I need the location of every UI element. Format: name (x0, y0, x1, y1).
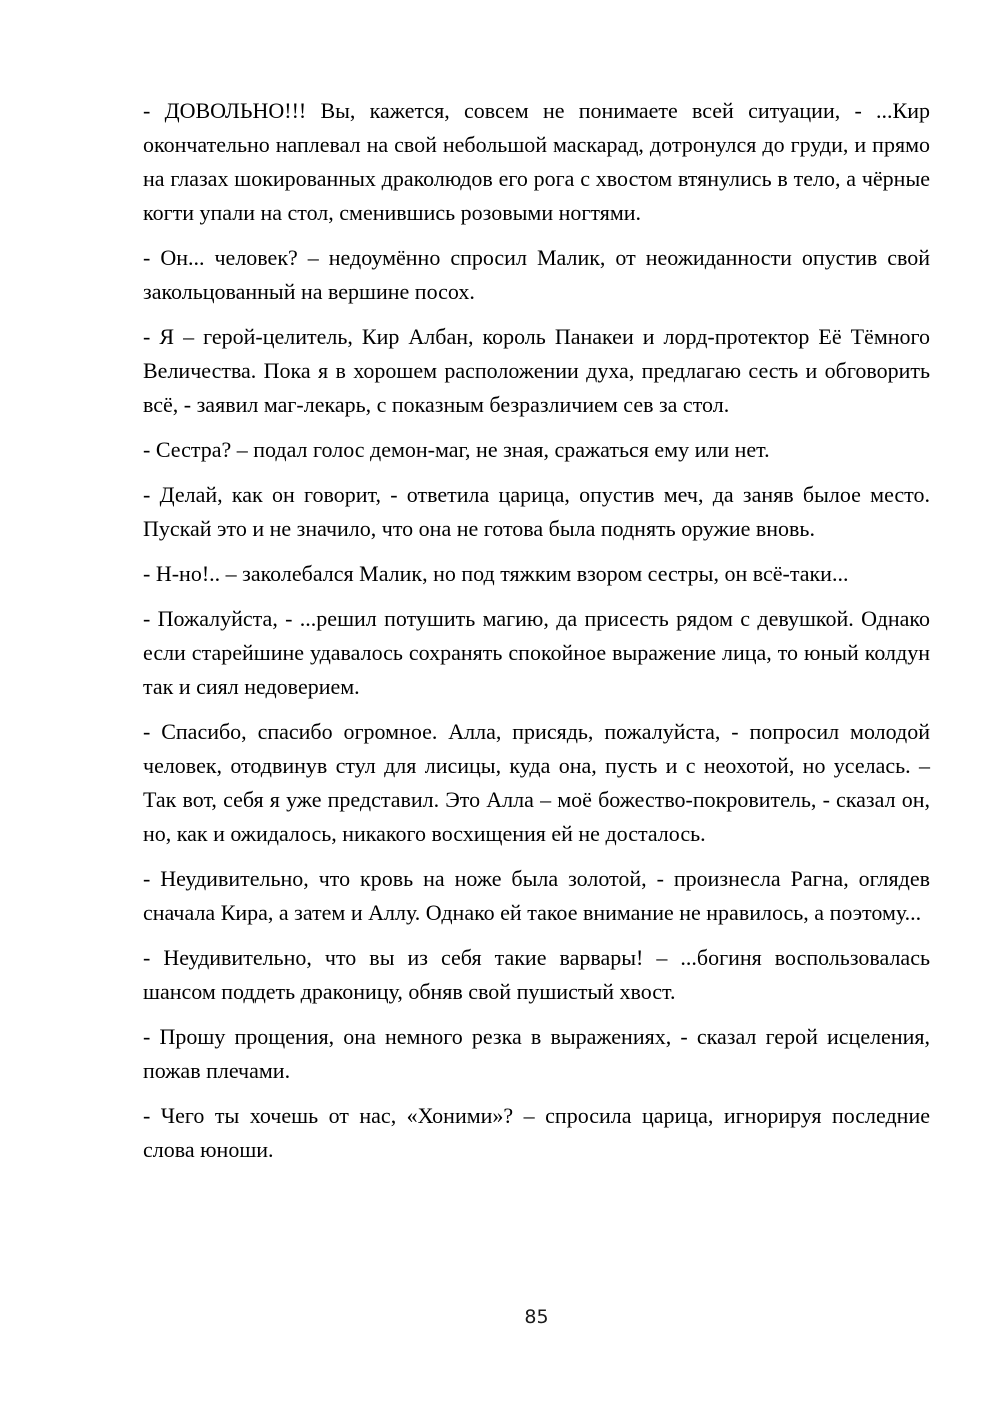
paragraph: - Неудивительно, что кровь на ноже была золотой, - произнесла Рагна, оглядев сначала Кира, а затем и Аллу. Однако ей такое внимание не нравилось, а поэтому... (143, 866, 930, 925)
paragraph: - ДОВОЛЬНО!!! Вы, кажется, совсем не понимаете всей ситуации, - ...Кир окончательно наплевал на свой небольшой маскарад, дотронулся до груди, и прямо на глазах шокированных драколюдов его рога с хвостом втянулись в тело, а чёрные когти упали на стол, сменившись розовыми ногтями. (143, 98, 930, 225)
paragraph: - Спасибо, спасибо огромное. Алла, присядь, пожалуйста, - попросил молодой человек, отодвинув стул для лисицы, куда она, пусть и с неохотой, но уселась. – Так вот, себя я уже представил. Это Алла – моё божество-покровитель, - сказал он, но, как и ожидалось, никакого восхищения ей не досталось. (143, 719, 930, 846)
paragraph: - Чего ты хочешь от нас, «Хоними»? – спросила царица, игнорируя последние слова юноши. (143, 1103, 930, 1162)
page-number: 85 (524, 1306, 549, 1328)
paragraph: - Я – герой-целитель, Кир Албан, король Панакеи и лорд-протектор Её Тёмного Величества. Пока я в хорошем расположении духа, предлагаю сесть и обговорить всё, - заявил маг-лекарь, с показным безразличием сев за стол. (143, 324, 930, 417)
paragraph: - Прошу прощения, она немного резка в выражениях, - сказал герой исцеления, пожав плечами. (143, 1024, 930, 1083)
text-block (143, 94, 930, 1178)
paragraph: - Сестра? – подал голос демон-маг, не зная, сражаться ему или нет. (143, 437, 770, 462)
paragraph: - Неудивительно, что вы из себя такие варвары! – ...богиня воспользовалась шансом поддеть драконицу, обняв свой пушистый хвост. (143, 945, 930, 1004)
paragraph: - Он... человек? – недоумённо спросил Малик, от неожиданности опустив свой закольцованный на вершине посох. (143, 245, 930, 304)
paragraph: - Пожалуйста, - ...решил потушить магию, да присесть рядом с девушкой. Однако если старейшине удавалось сохранять спокойное выражение лица, то юный колдун так и сиял недоверием. (143, 606, 930, 699)
paragraph: - Н-но!.. – заколебался Малик, но под тяжким взором сестры, он всё-таки... (143, 561, 849, 586)
paragraph: - Делай, как он говорит, - ответила царица, опустив меч, да заняв былое место. Пускай это и не значило, что она не готова была поднять оружие вновь. (143, 482, 930, 541)
